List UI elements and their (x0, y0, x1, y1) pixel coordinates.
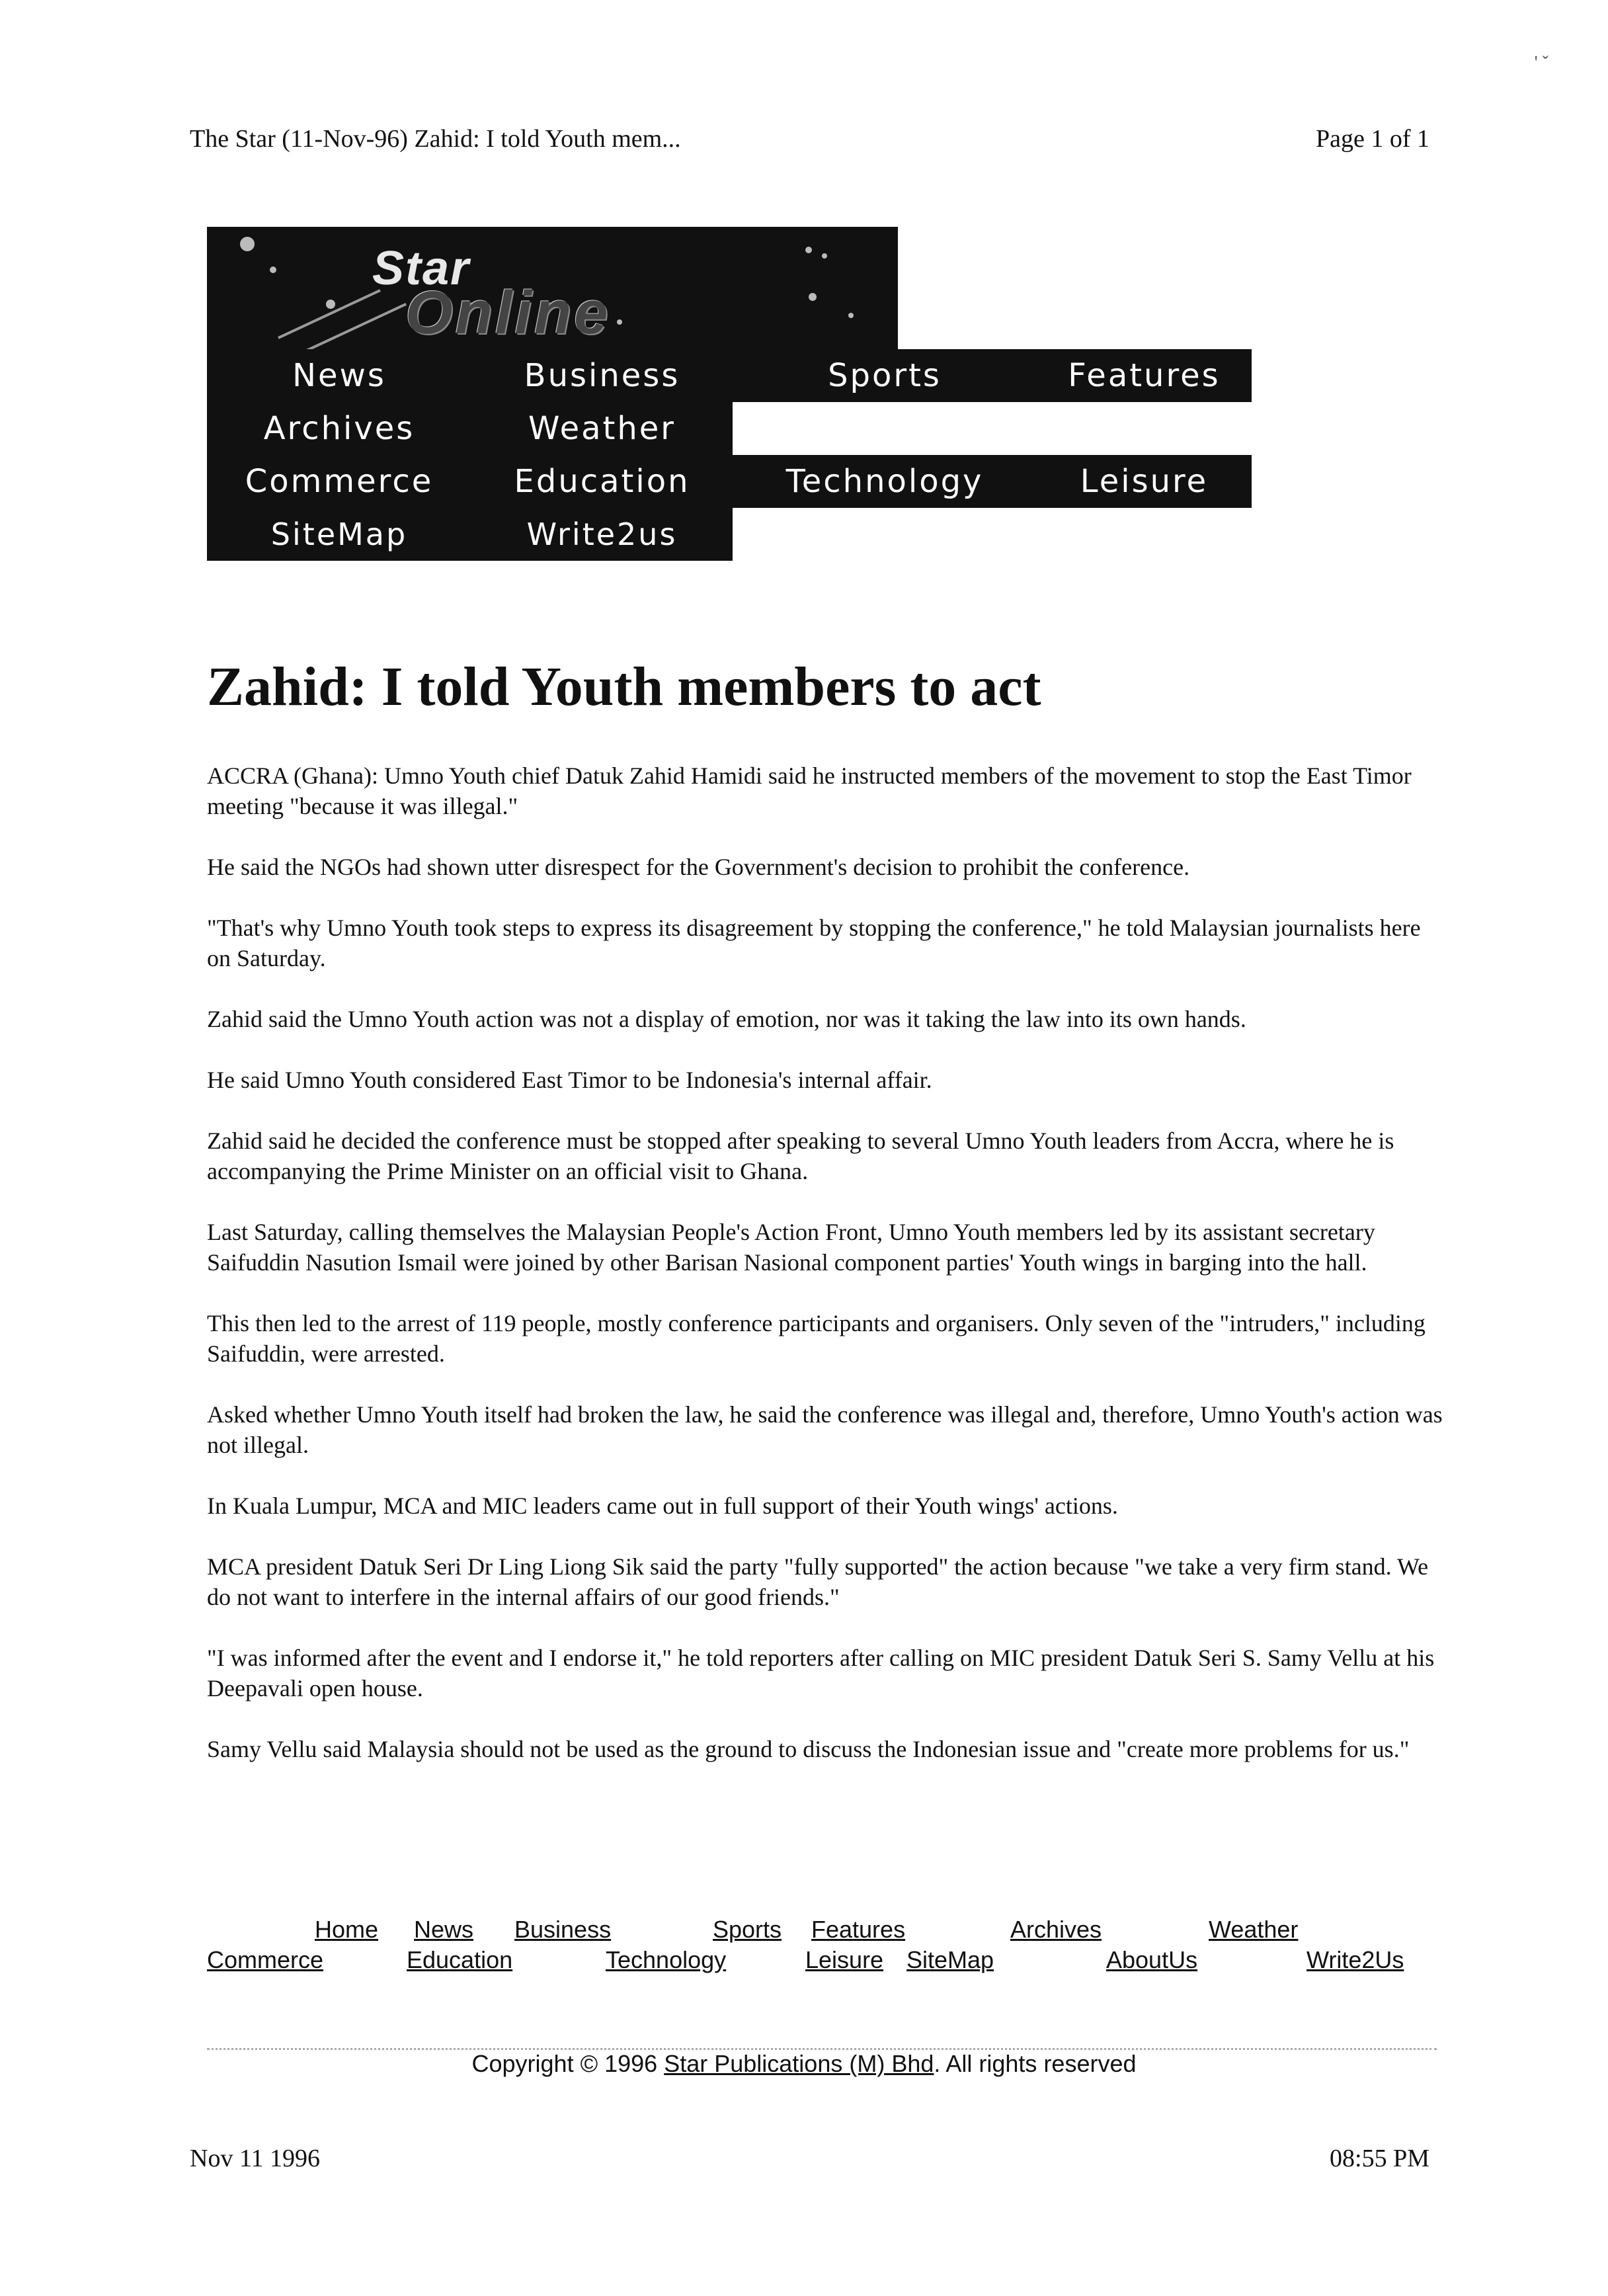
nav-technology[interactable]: Technology (733, 455, 1037, 508)
banner-orb (617, 319, 622, 325)
nav-blank (1037, 508, 1252, 561)
nav-weather[interactable]: Weather (471, 402, 733, 455)
article-paragraph: He said Umno Youth considered East Timor to be Indonesia's internal affair. (207, 1067, 932, 1093)
footer-link-news[interactable]: News (414, 1916, 474, 1943)
banner-orb (240, 237, 255, 251)
copyright-notice (0, 2050, 1608, 2078)
copyright-suffix: . All rights reserved (934, 2050, 1137, 2077)
footer-link-aboutus[interactable]: AboutUs (1106, 1946, 1198, 1973)
article-paragraph: In Kuala Lumpur, MCA and MIC leaders came out in full support of their Youth wings' actions. (207, 1493, 1118, 1519)
footer-link-business[interactable]: Business (514, 1916, 612, 1943)
article-paragraph: ACCRA (Ghana): Umno Youth chief Datuk Zahid Hamidi said he instructed members of the movement to stop the East Timor meeting "because it was illegal." (207, 762, 1412, 819)
publisher-link[interactable]: Star Publications (M) Bhd (664, 2050, 934, 2077)
nav-business[interactable]: Business (471, 349, 733, 402)
banner-orb (270, 266, 276, 273)
footer-link-leisure[interactable]: Leisure (805, 1946, 884, 1973)
print-header-page: Page 1 of 1 (1315, 125, 1429, 153)
nav-leisure[interactable]: Leisure (1037, 455, 1252, 508)
star-online-banner[interactable] (207, 227, 898, 349)
footer-link-features[interactable]: Features (811, 1916, 906, 1943)
banner-orb (326, 300, 335, 309)
footer-link-sports[interactable]: Sports (713, 1916, 782, 1943)
banner-orb (805, 247, 812, 253)
article-paragraph: MCA president Datuk Seri Dr Ling Liong Sik said the party "fully supported" the action because "we take a very firm stand. We do not want to interfere in the internal affairs of our good friends." (207, 1553, 1429, 1610)
banner-online-text: Online (405, 279, 611, 347)
nav-news[interactable]: News (207, 349, 471, 402)
nav-archives[interactable]: Archives (207, 402, 471, 455)
article-paragraph: "That's why Umno Youth took steps to express its disagreement by stopping the conference," he told Malaysian journalists here on Saturday. (207, 915, 1421, 971)
footer-link-weather[interactable]: Weather (1209, 1916, 1299, 1943)
nav-blank (733, 402, 1037, 455)
article-paragraph: This then led to the arrest of 119 people, mostly conference participants and organisers. Only seven of the "intruders," including Saifuddin, were arrested. (207, 1310, 1426, 1367)
banner-orb (809, 293, 817, 301)
nav-features[interactable]: Features (1037, 349, 1252, 402)
main-navigation (207, 349, 1252, 561)
banner-orb (822, 253, 827, 259)
banner-streak (278, 289, 381, 339)
footer-link-home[interactable]: Home (315, 1916, 379, 1943)
article-paragraph: Last Saturday, calling themselves the Malaysian People's Action Front, Umno Youth members led by its assistant secretary Saifuddin Nasution Ismail were joined by other Barisan Nasional component parties' Youth wings in barging into the hall. (207, 1219, 1375, 1276)
article-paragraph: Samy Vellu said Malaysia should not be used as the ground to discuss the Indonesian issue and "create more problems for us." (207, 1736, 1410, 1762)
footer-link-education[interactable]: Education (407, 1946, 513, 1973)
print-header-title: The Star (11-Nov-96) Zahid: I told Youth mem... (190, 125, 681, 153)
article-paragraph: He said the NGOs had shown utter disrespect for the Government's decision to prohibit the conference. (207, 854, 1190, 880)
footer-link-archives[interactable]: Archives (1010, 1916, 1102, 1943)
banner-star-text: Star (372, 242, 471, 295)
print-footer-time: 08:55 PM (1330, 2145, 1429, 2172)
article-paragraph: "I was informed after the event and I endorse it," he told reporters after calling on MIC president Datuk Seri S. Samy Vellu at his Deepavali open house. (207, 1645, 1435, 1702)
article-body (207, 760, 1450, 1795)
footer-link-sitemap[interactable]: SiteMap (906, 1946, 994, 1973)
footer-link-write2us[interactable]: Write2Us (1306, 1946, 1404, 1973)
article-headline: Zahid: I told Youth members to act (207, 656, 1041, 718)
banner-orb (848, 313, 854, 318)
corner-mark: ' ˇ (1534, 53, 1548, 73)
nav-write2us[interactable]: Write2us (471, 508, 733, 561)
nav-sitemap[interactable]: SiteMap (207, 508, 471, 561)
article-paragraph: Asked whether Umno Youth itself had broken the law, he said the conference was illegal and, therefore, Umno Youth's action was not illegal. (207, 1401, 1443, 1458)
nav-commerce[interactable]: Commerce (207, 455, 471, 508)
article-paragraph: Zahid said he decided the conference must be stopped after speaking to several Umno Youth leaders from Accra, where he is accompanying the Prime Minister on an official visit to Ghana. (207, 1128, 1394, 1184)
footer-link-technology[interactable]: Technology (606, 1946, 727, 1973)
article-paragraph: Zahid said the Umno Youth action was not a display of emotion, nor was it taking the law into its own hands. (207, 1006, 1246, 1032)
banner-streak (292, 303, 407, 349)
nav-blank (1037, 402, 1252, 455)
nav-blank (733, 508, 1037, 561)
nav-sports[interactable]: Sports (733, 349, 1037, 402)
footer-link-commerce[interactable]: Commerce (207, 1946, 324, 1973)
print-footer-date: Nov 11 1996 (190, 2145, 321, 2172)
copyright-prefix: Copyright © 1996 (471, 2050, 664, 2077)
nav-education[interactable]: Education (471, 455, 733, 508)
